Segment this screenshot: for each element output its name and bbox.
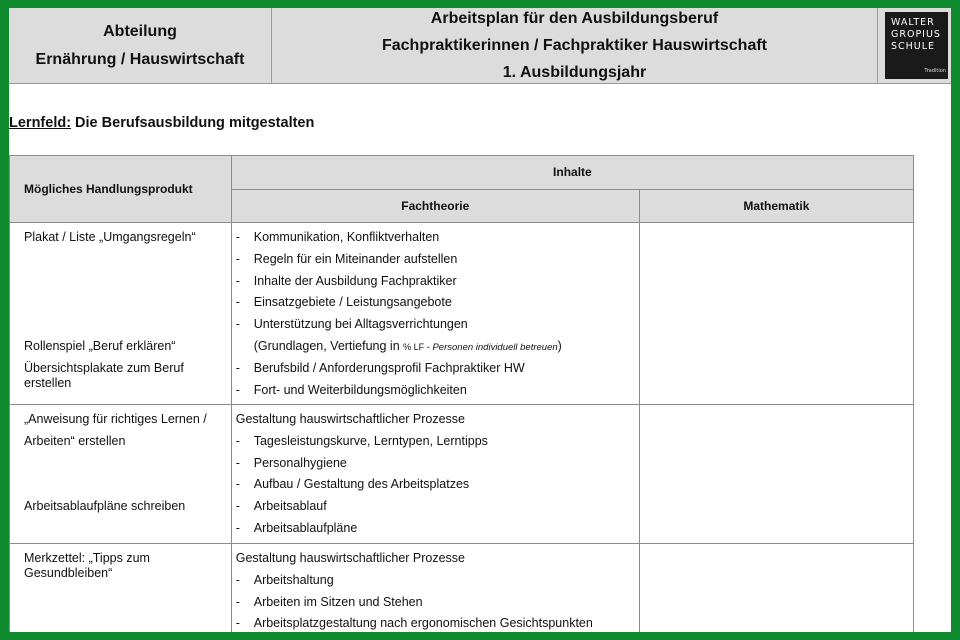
document-header [9, 8, 951, 84]
list-heading: Gestaltung hauswirtschaftlicher Prozesse [235, 551, 466, 565]
table-row [10, 544, 914, 633]
department-label: Abteilung [103, 22, 177, 40]
list-item: - Inhalte der Ausbildung Fachpraktiker [235, 273, 457, 288]
handlungsprodukt-item: Gesundbleiben“ [24, 566, 113, 580]
logo-line1: WALTER [891, 17, 935, 28]
fachtheorie-cell [231, 405, 639, 544]
column-header-inhalte: Inhalte [231, 156, 913, 190]
list-item-note: (Grundlagen, Vertiefung in % LF - Personen individuell betreuen) [253, 338, 562, 353]
department-cell [9, 8, 272, 83]
handlungsprodukt-item: Arbeitsablaufpläne schreiben [24, 499, 186, 513]
document-page [9, 8, 951, 632]
list-item: - Fort- und Weiterbildungsmöglichkeiten [235, 382, 467, 397]
handlungsprodukt-item: „Anweisung für richtiges Lernen / [24, 412, 207, 426]
list-heading: Gestaltung hauswirtschaftlicher Prozesse [235, 412, 466, 426]
mathematik-cell [639, 405, 913, 544]
list-item: - Einsatzgebiete / Leistungsangebote [235, 295, 452, 310]
logo-line2: GROPIUS [891, 29, 941, 40]
handlungsprodukt-cell [10, 405, 232, 544]
handlungsprodukt-item: Merkzettel: „Tipps zum [24, 551, 150, 565]
list-item: - Kommunikation, Konfliktverhalten [235, 230, 440, 244]
department-name: Ernährung / Hauswirtschaft [35, 50, 245, 68]
mathematik-cell [639, 223, 913, 405]
list-item: - Unterstützung bei Alltagsverrichtungen [235, 317, 468, 332]
list-item: - Arbeiten im Sitzen und Stehen [235, 594, 423, 609]
plan-title-line3: 1. Ausbildungsjahr [502, 64, 647, 81]
handlungsprodukt-cell [10, 544, 232, 633]
column-header-mathematik: Mathematik [639, 189, 913, 223]
column-header-handlungsprodukt: Mögliches Handlungsprodukt [10, 156, 232, 223]
handlungsprodukt-item: erstellen [24, 376, 72, 390]
list-item: - Personalhygiene [235, 455, 347, 470]
table-row [10, 223, 914, 405]
handlungsprodukt-item: Rollenspiel „Beruf erklären“ [24, 339, 176, 353]
fachtheorie-cell [231, 223, 639, 405]
handlungsprodukt-item: Plakat / Liste „Umgangsregeln“ [24, 230, 196, 244]
lernfeld-title: Die Berufsausbildung mitgestalten [71, 115, 315, 131]
school-logo [885, 12, 948, 79]
fachtheorie-cell [231, 544, 639, 633]
list-item: - Aufbau / Gestaltung des Arbeitsplatzes [235, 477, 470, 492]
list-item: - Arbeitshaltung [235, 572, 334, 587]
plan-title-cell [272, 8, 878, 83]
handlungsprodukt-item: Arbeiten“ erstellen [24, 434, 126, 448]
list-item: - Regeln für ein Miteinander aufstellen [235, 251, 458, 266]
list-item: - Arbeitsplatzgestaltung nach ergonomischen Gesichtspunkten [235, 616, 593, 631]
lernfeld-heading [9, 115, 314, 131]
list-item: - Arbeitsablaufpläne [235, 520, 358, 535]
plan-title-line2: Fachpraktikerinnen / Fachpraktiker Hauswirtschaft [381, 37, 767, 54]
lernfeld-label: Lernfeld: [9, 115, 72, 131]
plan-title-line1: Arbeitsplan für den Ausbildungsberuf [430, 10, 719, 27]
logo-tagline: Tradition [924, 68, 946, 74]
handlungsprodukt-cell [10, 223, 232, 405]
logo-line3: SCHULE [891, 41, 936, 52]
mathematik-cell [639, 544, 913, 633]
column-header-fachtheorie: Fachtheorie [231, 189, 639, 223]
list-item: - Arbeitsablauf [235, 499, 327, 514]
handlungsprodukt-item: Übersichtsplakate zum Beruf [24, 361, 184, 375]
table-row [10, 405, 914, 544]
list-item: - Berufsbild / Anforderungsprofil Fachpraktiker HW [235, 360, 525, 375]
list-item: - Tagesleistungskurve, Lerntypen, Lerntipps [235, 433, 488, 448]
work-plan-table [9, 155, 914, 632]
